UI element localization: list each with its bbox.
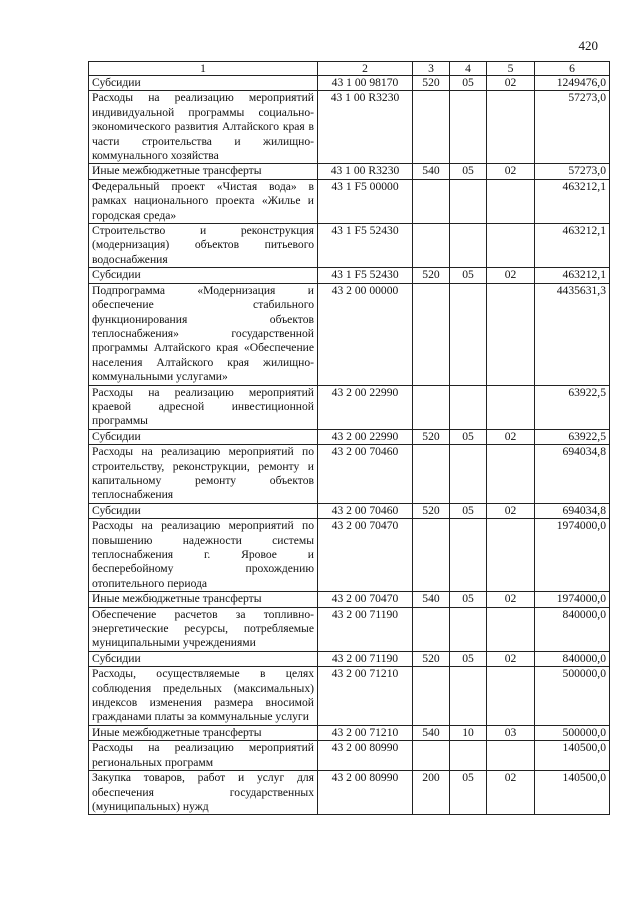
row-vr-cell: 200 xyxy=(413,771,450,815)
row-rz-cell xyxy=(450,445,487,504)
row-vr-cell: 520 xyxy=(413,429,450,444)
row-code-cell: 43 2 00 70460 xyxy=(318,503,413,518)
row-vr-cell xyxy=(413,179,450,223)
row-rz-cell: 05 xyxy=(450,429,487,444)
row-rz-cell: 05 xyxy=(450,503,487,518)
table-row xyxy=(89,725,610,740)
table-row xyxy=(89,667,610,726)
table-row xyxy=(89,91,610,164)
row-name-cell: Субсидии xyxy=(89,268,318,283)
header-cell-2: 2 xyxy=(318,62,413,76)
row-name-cell: Расходы на реализацию мероприятий по строительству, реконструкции, ремонту и капитальному ремонту объектов теплоснабжения xyxy=(89,445,318,504)
table-row xyxy=(89,445,610,504)
row-vr-cell xyxy=(413,385,450,429)
row-amount-cell: 63922,5 xyxy=(535,385,610,429)
row-pr-cell: 02 xyxy=(487,76,535,91)
row-name-cell: Субсидии xyxy=(89,76,318,91)
row-amount-cell: 694034,8 xyxy=(535,445,610,504)
row-pr-cell: 02 xyxy=(487,503,535,518)
row-rz-cell: 05 xyxy=(450,76,487,91)
row-code-cell: 43 2 00 22990 xyxy=(318,385,413,429)
row-amount-cell: 57273,0 xyxy=(535,91,610,164)
row-pr-cell xyxy=(487,667,535,726)
row-rz-cell xyxy=(450,385,487,429)
row-code-cell: 43 2 00 71190 xyxy=(318,607,413,651)
row-amount-cell: 57273,0 xyxy=(535,164,610,179)
row-code-cell: 43 1 F5 52430 xyxy=(318,224,413,268)
row-amount-cell: 463212,1 xyxy=(535,268,610,283)
header-cell-6: 6 xyxy=(535,62,610,76)
row-vr-cell xyxy=(413,667,450,726)
row-name-cell: Иные межбюджетные трансферты xyxy=(89,725,318,740)
row-pr-cell xyxy=(487,445,535,504)
header-cell-4: 4 xyxy=(450,62,487,76)
row-amount-cell: 500000,0 xyxy=(535,725,610,740)
row-amount-cell: 140500,0 xyxy=(535,741,610,771)
row-pr-cell xyxy=(487,224,535,268)
row-code-cell: 43 1 00 R3230 xyxy=(318,91,413,164)
header-row xyxy=(89,62,610,76)
row-name-cell: Расходы, осуществляемые в целях соблюдения предельных (максимальных) индексов изменения размера вносимой гражданами платы за коммунальные услуги xyxy=(89,667,318,726)
row-code-cell: 43 1 00 98170 xyxy=(318,76,413,91)
row-pr-cell xyxy=(487,607,535,651)
row-amount-cell: 840000,0 xyxy=(535,607,610,651)
row-amount-cell: 63922,5 xyxy=(535,429,610,444)
row-rz-cell xyxy=(450,607,487,651)
row-vr-cell: 520 xyxy=(413,651,450,666)
row-vr-cell xyxy=(413,283,450,385)
row-name-cell: Подпрограмма «Модернизация и обеспечение стабильного функционирования объектов теплоснабжения» государственной программы Алтайского края «Обеспечение населения Алтайского края жилищно-коммунальными услугами» xyxy=(89,283,318,385)
table-row xyxy=(89,283,610,385)
row-pr-cell: 02 xyxy=(487,771,535,815)
row-code-cell: 43 2 00 22990 xyxy=(318,429,413,444)
row-rz-cell xyxy=(450,224,487,268)
row-code-cell: 43 1 00 R3230 xyxy=(318,164,413,179)
row-code-cell: 43 2 00 70470 xyxy=(318,592,413,607)
row-code-cell: 43 2 00 71190 xyxy=(318,651,413,666)
table-row xyxy=(89,771,610,815)
row-name-cell: Иные межбюджетные трансферты xyxy=(89,164,318,179)
header-cell-1: 1 xyxy=(89,62,318,76)
row-rz-cell xyxy=(450,667,487,726)
row-pr-cell: 02 xyxy=(487,592,535,607)
row-vr-cell xyxy=(413,224,450,268)
row-name-cell: Расходы на реализацию мероприятий краевой адресной инвестиционной программы xyxy=(89,385,318,429)
row-code-cell: 43 2 00 71210 xyxy=(318,725,413,740)
row-rz-cell xyxy=(450,91,487,164)
row-name-cell: Обеспечение расчетов за топливно-энергетические ресурсы, потребляемые муниципальными учреждениями xyxy=(89,607,318,651)
table-row xyxy=(89,651,610,666)
row-pr-cell: 02 xyxy=(487,268,535,283)
row-rz-cell: 05 xyxy=(450,164,487,179)
row-amount-cell: 463212,1 xyxy=(535,179,610,223)
table-header xyxy=(89,62,610,76)
row-code-cell: 43 2 00 80990 xyxy=(318,741,413,771)
row-name-cell: Федеральный проект «Чистая вода» в рамках национального проекта «Жилье и городская среда» xyxy=(89,179,318,223)
table-row xyxy=(89,503,610,518)
row-code-cell: 43 2 00 00000 xyxy=(318,283,413,385)
row-vr-cell xyxy=(413,519,450,592)
row-name-cell: Субсидии xyxy=(89,503,318,518)
page-number: 420 xyxy=(578,38,598,53)
row-pr-cell xyxy=(487,519,535,592)
row-rz-cell xyxy=(450,283,487,385)
row-vr-cell xyxy=(413,445,450,504)
row-pr-cell xyxy=(487,179,535,223)
row-rz-cell: 05 xyxy=(450,592,487,607)
row-code-cell: 43 1 F5 00000 xyxy=(318,179,413,223)
row-vr-cell xyxy=(413,607,450,651)
row-name-cell: Иные межбюджетные трансферты xyxy=(89,592,318,607)
row-rz-cell: 05 xyxy=(450,771,487,815)
row-rz-cell: 05 xyxy=(450,268,487,283)
table-row xyxy=(89,224,610,268)
row-rz-cell: 05 xyxy=(450,651,487,666)
header-cell-3: 3 xyxy=(413,62,450,76)
row-code-cell: 43 2 00 80990 xyxy=(318,771,413,815)
table-row xyxy=(89,268,610,283)
row-vr-cell xyxy=(413,741,450,771)
row-rz-cell xyxy=(450,179,487,223)
row-pr-cell xyxy=(487,91,535,164)
row-name-cell: Расходы на реализацию мероприятий индивидуальной программы социально-экономического развития Алтайского края в части строительства и жилищно-коммунального хозяйства xyxy=(89,91,318,164)
row-vr-cell: 520 xyxy=(413,503,450,518)
table-row xyxy=(89,592,610,607)
table-body xyxy=(89,76,610,815)
row-amount-cell: 1974000,0 xyxy=(535,519,610,592)
table-row xyxy=(89,179,610,223)
row-pr-cell: 03 xyxy=(487,725,535,740)
row-name-cell: Расходы на реализацию мероприятий по повышению надежности системы теплоснабжения г. Яровое и бесперебойному прохождению отопительного периода xyxy=(89,519,318,592)
table-row xyxy=(89,429,610,444)
row-name-cell: Субсидии xyxy=(89,651,318,666)
row-code-cell: 43 2 00 70460 xyxy=(318,445,413,504)
row-amount-cell: 4435631,3 xyxy=(535,283,610,385)
row-vr-cell: 540 xyxy=(413,725,450,740)
row-name-cell: Субсидии xyxy=(89,429,318,444)
row-vr-cell xyxy=(413,91,450,164)
row-pr-cell xyxy=(487,741,535,771)
table-row xyxy=(89,519,610,592)
row-name-cell: Закупка товаров, работ и услуг для обеспечения государственных (муниципальных) нужд xyxy=(89,771,318,815)
table-row xyxy=(89,607,610,651)
budget-table xyxy=(88,61,610,815)
table-row xyxy=(89,164,610,179)
table-row xyxy=(89,76,610,91)
row-amount-cell: 694034,8 xyxy=(535,503,610,518)
row-code-cell: 43 2 00 70470 xyxy=(318,519,413,592)
row-vr-cell: 520 xyxy=(413,76,450,91)
row-pr-cell: 02 xyxy=(487,651,535,666)
row-pr-cell: 02 xyxy=(487,164,535,179)
row-vr-cell: 540 xyxy=(413,592,450,607)
row-pr-cell xyxy=(487,385,535,429)
row-amount-cell: 463212,1 xyxy=(535,224,610,268)
row-vr-cell: 540 xyxy=(413,164,450,179)
row-amount-cell: 1974000,0 xyxy=(535,592,610,607)
row-amount-cell: 140500,0 xyxy=(535,771,610,815)
row-vr-cell: 520 xyxy=(413,268,450,283)
row-rz-cell xyxy=(450,519,487,592)
row-pr-cell: 02 xyxy=(487,429,535,444)
row-rz-cell: 10 xyxy=(450,725,487,740)
row-amount-cell: 1249476,0 xyxy=(535,76,610,91)
row-name-cell: Расходы на реализацию мероприятий региональных программ xyxy=(89,741,318,771)
row-code-cell: 43 1 F5 52430 xyxy=(318,268,413,283)
table-row xyxy=(89,741,610,771)
row-pr-cell xyxy=(487,283,535,385)
row-name-cell: Строительство и реконструкция (модернизация) объектов питьевого водоснабжения xyxy=(89,224,318,268)
table-row xyxy=(89,385,610,429)
row-code-cell: 43 2 00 71210 xyxy=(318,667,413,726)
header-cell-5: 5 xyxy=(487,62,535,76)
row-rz-cell xyxy=(450,741,487,771)
row-amount-cell: 500000,0 xyxy=(535,667,610,726)
row-amount-cell: 840000,0 xyxy=(535,651,610,666)
